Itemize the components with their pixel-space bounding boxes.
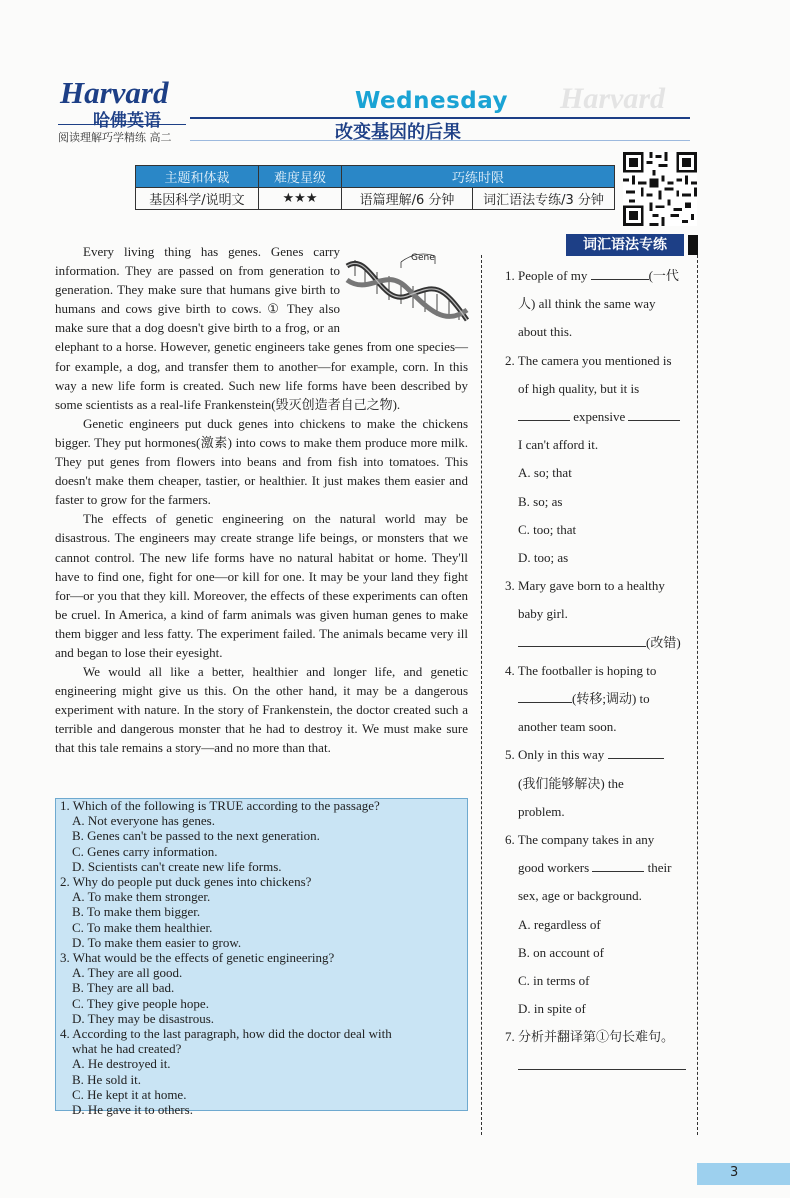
page-number-bar (697, 1163, 790, 1185)
vocab-q2-option-a[interactable]: A. so; that (518, 465, 572, 481)
info-header-time: 巧练时限 (342, 166, 615, 188)
vocab-q6-line2 (505, 854, 693, 882)
brand-chinese: 哈佛英语 (93, 111, 161, 131)
vocab-q4-line3: another team soon. (518, 719, 617, 735)
vocab-panel-title: 词汇语法专练 (566, 234, 684, 256)
vocab-q2-option-d[interactable]: D. too; as (518, 550, 569, 566)
question-1-stem: 1. Which of the following is TRUE according to the passage? (60, 798, 380, 813)
vocab-q5-line3: problem. (518, 803, 565, 819)
info-stars: ★★★ (259, 188, 342, 210)
vocab-q2-line3 (505, 403, 693, 431)
vocab-q6-words: good workers (518, 860, 590, 876)
vocab-q4-text: 4. The footballer is hoping to (505, 662, 657, 678)
vocab-q6-option-a[interactable]: A. regardless of (518, 916, 601, 932)
vocab-q6-text: 6. The company takes in any (505, 832, 655, 848)
info-header-difficulty: 难度星级 (259, 166, 342, 188)
question-1-option-c[interactable]: C. Genes carry information. (72, 843, 218, 859)
info-table (135, 165, 615, 210)
vocab-q6-blank[interactable] (592, 857, 644, 872)
question-2-option-d[interactable]: D. To make them easier to grow. (72, 934, 242, 950)
vocab-q3-hint: (改错) (646, 634, 681, 650)
qr-code-icon (623, 152, 697, 226)
question-3-stem: 3. What would be the effects of genetic engineering? (60, 950, 335, 966)
day-title: Wednesday (355, 88, 509, 114)
dna-label: Gene (411, 253, 435, 263)
vocab-q7-blank[interactable] (518, 1055, 686, 1070)
vocab-q7-text: 7. 分析并翻译第①句长难句。 (505, 1029, 675, 1045)
question-4-option-d[interactable]: D. He gave it to others. (72, 1102, 193, 1118)
vocab-q5-blank[interactable] (608, 744, 664, 759)
vocab-q3-line3 (505, 629, 693, 657)
question-2-stem: 2. Why do people put duck genes into chickens? (60, 874, 312, 890)
vocab-q1-hint: (一代 (648, 268, 679, 283)
vocab-q7-answer-line (505, 1052, 693, 1080)
page-number: 3 (730, 1165, 739, 1180)
vocab-q5-line2: (我们能够解决) the (518, 775, 624, 791)
question-list (60, 798, 465, 1117)
vocab-q5-line1 (505, 741, 693, 769)
vocab-q2-line4: I can't afford it. (518, 437, 599, 453)
question-2-option-c[interactable]: C. To make them healthier. (72, 919, 213, 935)
question-1-option-d[interactable]: D. Scientists can't create new life forms. (72, 858, 282, 874)
ghost-brand: Harvard (560, 82, 665, 115)
vocab-q1-line3: about this. (518, 324, 573, 340)
info-reading-time: 语篇理解/6 分钟 (342, 188, 473, 210)
vocab-q6-option-c[interactable]: C. in terms of (518, 973, 590, 989)
question-1-option-a[interactable]: A. Not everyone has genes. (72, 813, 215, 829)
question-4-option-b[interactable]: B. He sold it. (72, 1071, 141, 1087)
vocab-q4-hint: (转移;调动) to (572, 691, 650, 707)
vocab-q1 (505, 262, 693, 290)
vocab-q2-line2: of high quality, but it is (518, 380, 640, 396)
question-2-option-b[interactable]: B. To make them bigger. (72, 904, 201, 920)
question-3-option-a[interactable]: A. They are all good. (72, 965, 183, 981)
vocab-q2-word: expensive (573, 409, 626, 425)
question-3 (60, 950, 465, 1026)
topic-title: 改变基因的后果 (335, 122, 461, 143)
question-3-option-c[interactable]: C. They give people hope. (72, 995, 209, 1011)
vocab-q5-text: 5. Only in this way (505, 747, 605, 763)
vocab-q3-blank[interactable] (518, 632, 646, 647)
info-vocab-time: 词汇语法专练/3 分钟 (473, 188, 615, 210)
question-3-option-d[interactable]: D. They may be disastrous. (72, 1010, 215, 1026)
vocab-exercises (505, 262, 693, 1080)
vocab-q1-blank[interactable] (591, 265, 649, 280)
question-1 (60, 798, 465, 874)
vocab-q2-blank-1[interactable] (518, 406, 570, 421)
paragraph-1: Every living thing has genes. Genes carry information. They are passed on from generation to generation. They make sure that humans give birth to humans and cows give birth to cows. ① They also make sure that a dog doesn't give birth to a frog, or an elephant to a horse. However, genetic engineers take genes from one species—for example, a dog, and transfer them to another—for example, corn. In this way a new life form is created. Such new life forms have been described by some scientists as a real-life Frankenstein(毁灭创造者自己之物). (55, 244, 468, 412)
question-4-stem-cont: what he had created? (72, 1041, 182, 1057)
vocab-q3-line2: baby girl. (518, 606, 568, 622)
vocab-q3-text: 3. Mary gave born to a healthy (505, 578, 665, 594)
paragraph-2: Genetic engineers put duck genes into chickens to make the chickens bigger. They put hormones(激素) into cows to make them produce more milk. They put genes from flowers into beans and from fish into tomatoes. This doesn't make them cheaper, tastier, or healthier. It just makes them easier and faster to grow for the farmers. (55, 415, 468, 508)
vocab-q6-tail: their (647, 860, 672, 876)
info-topic: 基因科学/说明文 (136, 188, 259, 210)
question-1-option-b[interactable]: B. Genes can't be passed to the next generation. (72, 828, 320, 844)
question-3-option-b[interactable]: B. They are all bad. (72, 980, 175, 996)
paragraph-3: The effects of genetic engineering on the natural world may be disastrous. The engineers may create strange life beings, or monsters that we cannot control. The new life forms have no natural habitat or home. They'll have to find one, fight for one—or kill for one. It may be your land they fight for—or you that they kill. Moreover, the effects of these experiments can often be cruel. In America, a kind of farm animals was given human genes to make them bigger and less fatty. The experiment failed. The animals became very ill and began to lose their eyesight. (55, 511, 468, 660)
info-header-topic: 主题和体裁 (136, 166, 259, 188)
question-4-stem: 4. According to the last paragraph, how did the doctor deal with (60, 1026, 392, 1042)
vocab-q6-option-b[interactable]: B. on account of (518, 944, 604, 960)
question-4 (60, 1026, 465, 1117)
vocab-q6-option-d[interactable]: D. in spite of (518, 1001, 586, 1017)
question-2 (60, 874, 465, 950)
vocab-q6-line3: sex, age or background. (518, 888, 642, 904)
vocab-q2-option-c[interactable]: C. too; that (518, 521, 577, 537)
vocab-q2-text: 2. The camera you mentioned is (505, 352, 672, 368)
book-subtitle: 阅读理解巧学精练 高二 (58, 131, 172, 144)
paragraph-4: We would all like a better, healthier and longer life, and genetic engineering might give us this. On the other hand, it may be a dangerous experiment with nature. In the story of Frankenstein, the doctor created such a terrible and dangerous monster that he had to destroy it. We must make sure that this tale remains a story—and no more than that. (55, 664, 468, 756)
vocab-q1-text: 1. People of my (505, 268, 591, 283)
question-4-option-c[interactable]: C. He kept it at home. (72, 1086, 187, 1102)
question-2-option-a[interactable]: A. To make them stronger. (72, 889, 211, 905)
title-marker (688, 235, 698, 255)
dna-helix-image (345, 246, 470, 328)
vocab-q4-line2 (505, 685, 693, 713)
question-4-option-a[interactable]: A. He destroyed it. (72, 1056, 171, 1072)
vocab-q1-line2: 人) all think the same way (518, 296, 656, 312)
brand-logo: Harvard (60, 75, 169, 110)
vocab-q4-blank[interactable] (518, 688, 572, 703)
vocab-q2-option-b[interactable]: B. so; as (518, 493, 563, 509)
vocab-q2-blank-2[interactable] (628, 406, 680, 421)
